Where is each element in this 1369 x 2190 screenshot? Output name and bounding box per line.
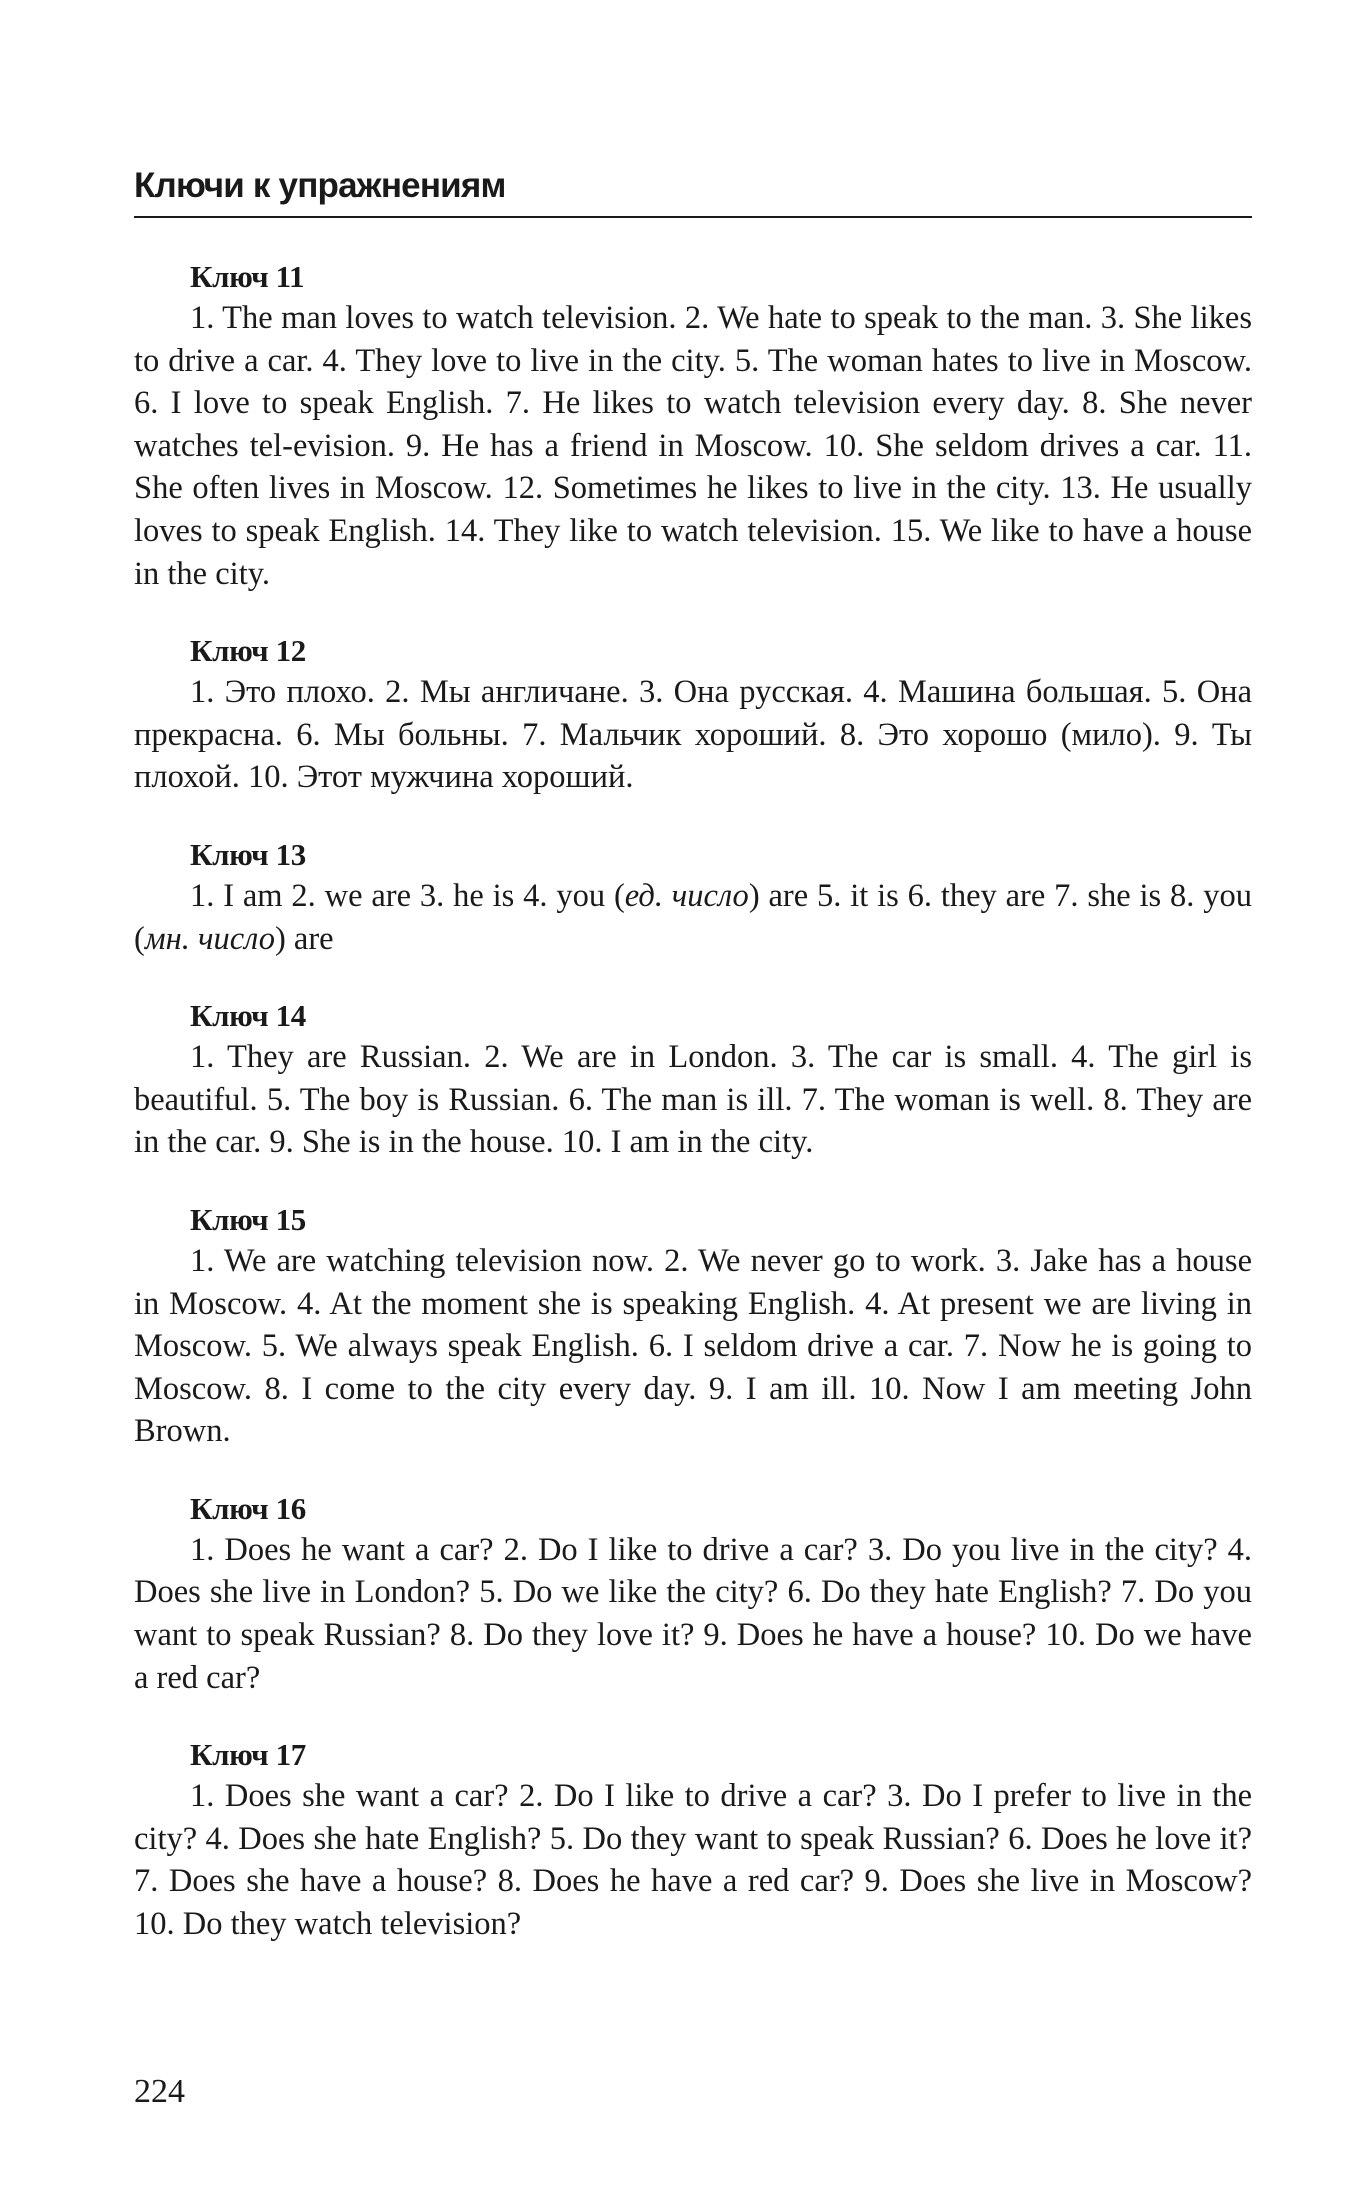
- key-text-part: 1. I am 2. we are 3. he is 4. you (: [190, 877, 625, 914]
- key-text: 1. Does he want a car? 2. Do I like to drive a car? 3. Do you live in the city? 4. Does she live in London? 5. Do we like the city? 6. Do they hate English? 7. Do you want to speak Russian? 8. Do they love it? 9. Does he have a house? 10. Do we have a red car?: [134, 1531, 1252, 1696]
- key-text: 1. The man loves to watch television. 2. We hate to speak to the man. 3. She likes to drive a car. 4. They love to live in the city. 5. The woman hates to live in Moscow. 6. I love to speak English. 7. He likes to watch television every day. 8. She never watches tel-evision. 9. He has a friend in Moscow. 10. She seldom drives a car. 11. She often lives in Moscow. 12. Sometimes he likes to live in the city. 13. He usually loves to speak English. 14. They like to watch television. 15. We like to have a house in the city.: [134, 300, 1252, 592]
- key-heading: Ключ 12: [190, 633, 306, 669]
- key-text-italic: ед. число: [624, 877, 749, 914]
- key-text: 1. Does she want a car? 2. Do I like to drive a car? 3. Do I prefer to live in the city? 4. Does she hate English? 5. Do they want to speak Russian? 6. Does he love it? 7. Does she have a house? 8. Does he have a red car? 9. Does she live in Moscow? 10. Do they watch television?: [134, 1778, 1252, 1943]
- key-heading: Ключ 17: [190, 1737, 306, 1773]
- key-heading: Ключ 15: [190, 1201, 306, 1237]
- key-text-part: ) are 5. it is 6. they are 7. she is 8. you (: [134, 877, 1253, 957]
- key-text-part: ) are: [274, 920, 334, 957]
- key-text: 1. Это плохо. 2. Мы англичане. 3. Она русская. 4. Машина большая. 5. Она прекрасна. 6. Мы больны. 7. Мальчик хороший. 8. Это хорошо (мило). 9. Ты плохой. 10. Этот мужчина хороший.: [134, 674, 1252, 796]
- key-section: [134, 630, 1252, 799]
- running-head: [134, 158, 1252, 218]
- page-number: 224: [134, 2073, 185, 2110]
- key-heading: Ключ 13: [190, 836, 306, 872]
- key-section: [134, 834, 1252, 960]
- running-head-title: Ключи к упражнениям: [134, 166, 506, 205]
- key-text-italic: мн. число: [144, 920, 275, 957]
- key-section: [134, 1199, 1252, 1453]
- key-section: [134, 1734, 1252, 1945]
- key-text: 1. We are watching television now. 2. We never go to work. 3. Jake has a house in Moscow. 4. At the moment she is speaking English. 4. At present we are living in Moscow. 5. We always speak English. 6. I seldom drive a car. 7. Now he is going to Moscow. 8. I come to the city every day. 9. I am ill. 10. Now I am meeting John Brown.: [134, 1242, 1252, 1450]
- key-section: [134, 995, 1252, 1164]
- key-section: [134, 256, 1252, 595]
- key-heading: Ключ 11: [190, 259, 305, 294]
- key-heading: Ключ 14: [190, 998, 306, 1034]
- key-section: [134, 1488, 1252, 1699]
- answer-keys: [134, 256, 1252, 1981]
- key-heading: Ключ 16: [190, 1490, 306, 1526]
- book-page: [134, 0, 1252, 2190]
- key-text: 1. They are Russian. 2. We are in London. 3. The car is small. 4. The girl is beautiful. 5. The boy is Russian. 6. The man is ill. 7. The woman is well. 8. They are in the car. 9. She is in the house. 10. I am in the city.: [134, 1039, 1252, 1161]
- key-text: [134, 875, 1252, 960]
